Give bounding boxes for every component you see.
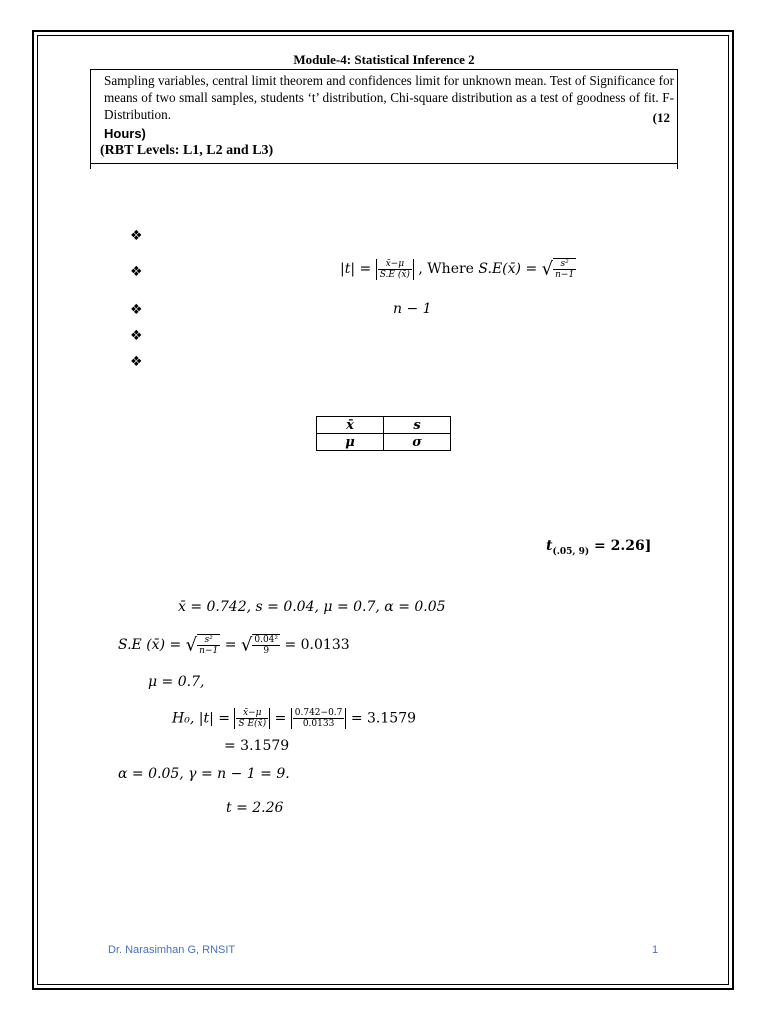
syllabus-rule-tick-left xyxy=(90,163,91,169)
page-border-inner xyxy=(37,35,729,985)
h0-result: = 3.1579 xyxy=(350,710,417,727)
se-result: = 0.0133 xyxy=(284,637,350,653)
alpha-dof-line: α = 0.05, γ = n − 1 = 9. xyxy=(118,766,290,782)
se-den-2: 9 xyxy=(263,646,270,656)
formula-t-lhs: |t| = xyxy=(340,261,372,277)
mu-value: μ = 0.7, xyxy=(148,674,205,690)
rbt-levels: (RBT Levels: L1, L2 and L3) xyxy=(100,143,274,158)
footer-author: Dr. Narasimhan G, RNSIT xyxy=(108,944,236,956)
formula-se: S.E(x̄) = xyxy=(478,261,538,277)
degrees-of-freedom: n − 1 xyxy=(393,301,432,317)
bullet-5: ❖ xyxy=(130,354,143,370)
given-values: x̄ = 0.742, s = 0.04, μ = 0.7, α = 0.05 xyxy=(178,599,446,615)
se-den-1: n−1 xyxy=(199,646,219,656)
table-cell: σ xyxy=(384,434,451,451)
t-critical-value xyxy=(546,538,651,557)
h0-den: S E(x̄) xyxy=(238,719,267,729)
syllabus-hours-number: (12 xyxy=(652,110,670,125)
t-table-line: t = 2.26 xyxy=(226,800,284,816)
t-result-line: = 3.1579 xyxy=(224,738,290,754)
t-calculation: H₀, |t| = $\frac{x̄-\mu}{\text{S E(x̄)}}$ = $\frac{0.742-0.7}{0.0133}$ = 3.1579 xyxy=(172,708,417,729)
bullet-2: ❖ xyxy=(130,264,143,280)
syllabus-hours-label: Hours) xyxy=(104,126,146,141)
tvalue-subscript: (.05, 9) xyxy=(552,546,590,557)
se-lhs: S.E (x̄) = xyxy=(118,637,182,653)
se-num-2: 0.04² xyxy=(254,635,279,645)
tvalue-label: t xyxy=(546,538,553,554)
tvalue-value: = 2.26] xyxy=(594,538,652,554)
h0-num-2: 0.742−0.7 xyxy=(294,708,343,718)
h0-num: x̄−μ xyxy=(236,708,268,719)
syllabus-text: Sampling variables, central limit theorem and confidences limit for unknown mean. Test of Significance for means of two small samples, students ‘t’ distribution, Chi-square distribution as a test of goodness of fit. F-Distribution. xyxy=(104,73,674,122)
table-row xyxy=(317,417,451,434)
h0-den-2: 0.0133 xyxy=(302,719,335,729)
t-statistic-formula xyxy=(340,258,576,280)
table-cell: μ xyxy=(317,434,384,451)
table-cell: x̄ xyxy=(317,417,384,434)
bullet-4: ❖ xyxy=(130,328,143,344)
table-row xyxy=(317,434,451,451)
notation-table xyxy=(316,416,451,451)
bullet-1: ❖ xyxy=(130,228,143,244)
syllabus-bottom-rule xyxy=(90,163,678,164)
h0-lhs: H₀, |t| = xyxy=(172,710,230,727)
bullet-3: ❖ xyxy=(130,302,143,318)
formula-frac-num: x̄−μ xyxy=(378,259,412,270)
formula-where: , Where xyxy=(418,261,474,277)
formula-sq-den: n−1 xyxy=(555,270,575,280)
se-num-1: s² xyxy=(197,635,220,646)
standard-error-calc: S.E (x̄) = √ $\frac{\text{s²}}{n-1}$ = √ $\frac{\text{0.04²}}{9}$ = 0.0133 xyxy=(118,634,350,656)
table-cell: s xyxy=(384,417,451,434)
formula-frac-den: S.E (x̄) xyxy=(379,269,410,280)
formula-sqrt: √ $\frac{\text{s²}}{n-1}$ xyxy=(541,258,575,280)
formula-abs xyxy=(376,259,414,280)
module-title: Module-4: Statistical Inference 2 xyxy=(293,52,475,67)
formula-sq-num: s² xyxy=(553,259,576,270)
page-number: 1 xyxy=(652,944,659,956)
syllabus-rule-tick-right xyxy=(677,163,678,169)
